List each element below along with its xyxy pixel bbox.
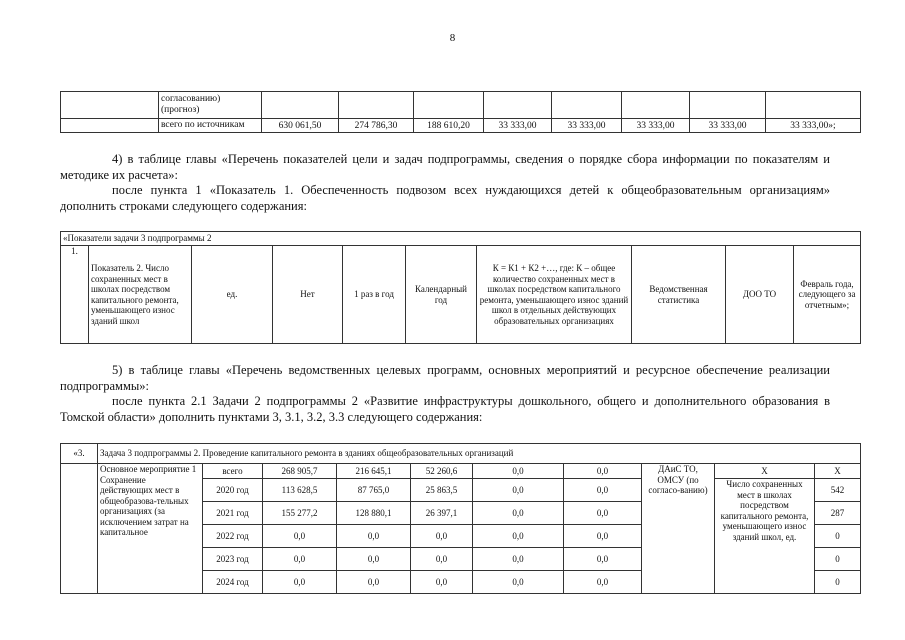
measures-table bbox=[60, 443, 861, 594]
table-cell: 33 333,00 bbox=[484, 119, 552, 133]
paragraph-text: 5) в таблице главы «Перечень ведомственных целевых программ, основных мероприятий и ресурсное обеспечение реализации подпрограммы»: bbox=[60, 363, 830, 393]
table-cell: 0,0 bbox=[564, 571, 642, 594]
table-header-row bbox=[61, 232, 861, 246]
indicator-name: Показатель 2. Число сохраненных мест в школах посредством капитального ремонта, уменьшающего износ зданий школ bbox=[89, 246, 192, 344]
value-cell: 542 bbox=[815, 479, 861, 502]
table-cell: 0,0 bbox=[564, 502, 642, 525]
table-cell: Нет bbox=[273, 246, 343, 344]
value-cell: 0 bbox=[815, 548, 861, 571]
table-cell: 274 786,30 bbox=[339, 119, 414, 133]
task-row bbox=[61, 444, 861, 464]
table-cell: 0,0 bbox=[337, 571, 411, 594]
table-cell: 33 333,00»; bbox=[766, 119, 861, 133]
row-number: 1. bbox=[61, 246, 89, 344]
table-cell: 268 905,7 bbox=[263, 464, 337, 479]
table-cell: 0,0 bbox=[564, 479, 642, 502]
table-row bbox=[61, 464, 861, 479]
table-cell: 0,0 bbox=[564, 548, 642, 571]
table-cell: 25 863,5 bbox=[411, 479, 473, 502]
table-cell: 0,0 bbox=[473, 502, 564, 525]
executor-cell: ДАиС ТО, ОМСУ (по согласо-ванию) bbox=[642, 464, 715, 594]
x-cell: Х bbox=[815, 464, 861, 479]
paragraph-text: после пункта 1 «Показатель 1. Обеспеченность подвозом всех нуждающихся детей к общеобразовательным организациям» дополнить строками следующего содержания: bbox=[60, 183, 830, 213]
table-cell: 87 765,0 bbox=[337, 479, 411, 502]
formula-cell: К = К1 + К2 +…, где: К – общее количество сохраненных мест в школах посредством капитального ремонта, уменьшающего износ зданий школ в отдельных действующих образовательных организациях bbox=[477, 246, 632, 344]
table-cell: 630 061,50 bbox=[262, 119, 339, 133]
table-cell: 0,0 bbox=[337, 525, 411, 548]
table-cell: 33 333,00 bbox=[622, 119, 690, 133]
table-cell: 33 333,00 bbox=[690, 119, 766, 133]
table-cell: 0,0 bbox=[564, 464, 642, 479]
paragraph-text: после пункта 2.1 Задачи 2 подпрограммы 2 «Развитие инфраструктуры дошкольного, общего и дополнительного образования в Томской области» дополнить пунктами 3, 3.1, 3.2, 3.3 следующего содержания: bbox=[60, 394, 830, 424]
table-cell: 128 880,1 bbox=[337, 502, 411, 525]
table-cell: 0,0 bbox=[263, 571, 337, 594]
source-cell: Ведомственная статистика bbox=[632, 246, 726, 344]
period-cell: Календарный год bbox=[406, 246, 477, 344]
table-cell: 26 397,1 bbox=[411, 502, 473, 525]
table-row bbox=[61, 246, 861, 344]
table-cell: 0,0 bbox=[473, 548, 564, 571]
unit-cell: ед. bbox=[192, 246, 273, 344]
row-label: согласованию) (прогноз) bbox=[159, 92, 262, 119]
table-cell: 0,0 bbox=[411, 571, 473, 594]
table-cell: 0,0 bbox=[473, 571, 564, 594]
table-row bbox=[61, 119, 861, 133]
value-cell: 287 bbox=[815, 502, 861, 525]
table-cell: 33 333,00 bbox=[552, 119, 622, 133]
table-row bbox=[61, 92, 861, 119]
year-cell: 2022 год bbox=[203, 525, 263, 548]
row-label: всего по источникам bbox=[159, 119, 262, 133]
year-cell: всего bbox=[203, 464, 263, 479]
table-cell: 0,0 bbox=[564, 525, 642, 548]
budget-continuation-table bbox=[60, 91, 861, 133]
paragraph-4 bbox=[60, 152, 830, 214]
paragraph-text: 4) в таблице главы «Перечень показателей цели и задач подпрограммы, сведения о порядке сбора информации по показателям и методике их расчета»: bbox=[60, 152, 830, 182]
table-cell: 188 610,20 bbox=[414, 119, 484, 133]
table-cell: 0,0 bbox=[473, 479, 564, 502]
x-cell: Х bbox=[715, 464, 815, 479]
table-cell: 52 260,6 bbox=[411, 464, 473, 479]
year-cell: 2024 год bbox=[203, 571, 263, 594]
page-number: 8 bbox=[449, 32, 456, 44]
table-cell: 0,0 bbox=[411, 525, 473, 548]
value-cell: 0 bbox=[815, 571, 861, 594]
row-number: «3. bbox=[61, 444, 98, 464]
responsible-cell: ДОО ТО bbox=[726, 246, 794, 344]
indicators-table bbox=[60, 231, 861, 344]
table-cell: 155 277,2 bbox=[263, 502, 337, 525]
table-cell: 0,0 bbox=[263, 548, 337, 571]
value-cell: 0 bbox=[815, 525, 861, 548]
deadline-cell: Февраль года, следующего за отчетным»; bbox=[794, 246, 861, 344]
table-cell: 0,0 bbox=[411, 548, 473, 571]
table-cell: 0,0 bbox=[473, 464, 564, 479]
table-cell: 0,0 bbox=[337, 548, 411, 571]
task-title: Задача 3 подпрограммы 2. Проведение капитального ремонта в зданиях общеобразовательных организаций bbox=[98, 444, 861, 464]
table-cell: 216 645,1 bbox=[337, 464, 411, 479]
table-cell: 0,0 bbox=[263, 525, 337, 548]
paragraph-5 bbox=[60, 363, 830, 425]
measure-name: Основное мероприятие 1 Сохранение действующих мест в общеобразова-тельных организациях (за исключением затрат на капитальное bbox=[98, 464, 203, 594]
table-header: «Показатели задачи 3 подпрограммы 2 bbox=[61, 232, 861, 246]
table-cell: 0,0 bbox=[473, 525, 564, 548]
table-cell: 113 628,5 bbox=[263, 479, 337, 502]
year-cell: 2023 год bbox=[203, 548, 263, 571]
year-cell: 2021 год bbox=[203, 502, 263, 525]
year-cell: 2020 год bbox=[203, 479, 263, 502]
indicator-cell: Число сохраненных мест в школах посредством капитального ремонта, уменьшающего износ зданий школ, ед. bbox=[715, 479, 815, 594]
frequency-cell: 1 раз в год bbox=[343, 246, 406, 344]
